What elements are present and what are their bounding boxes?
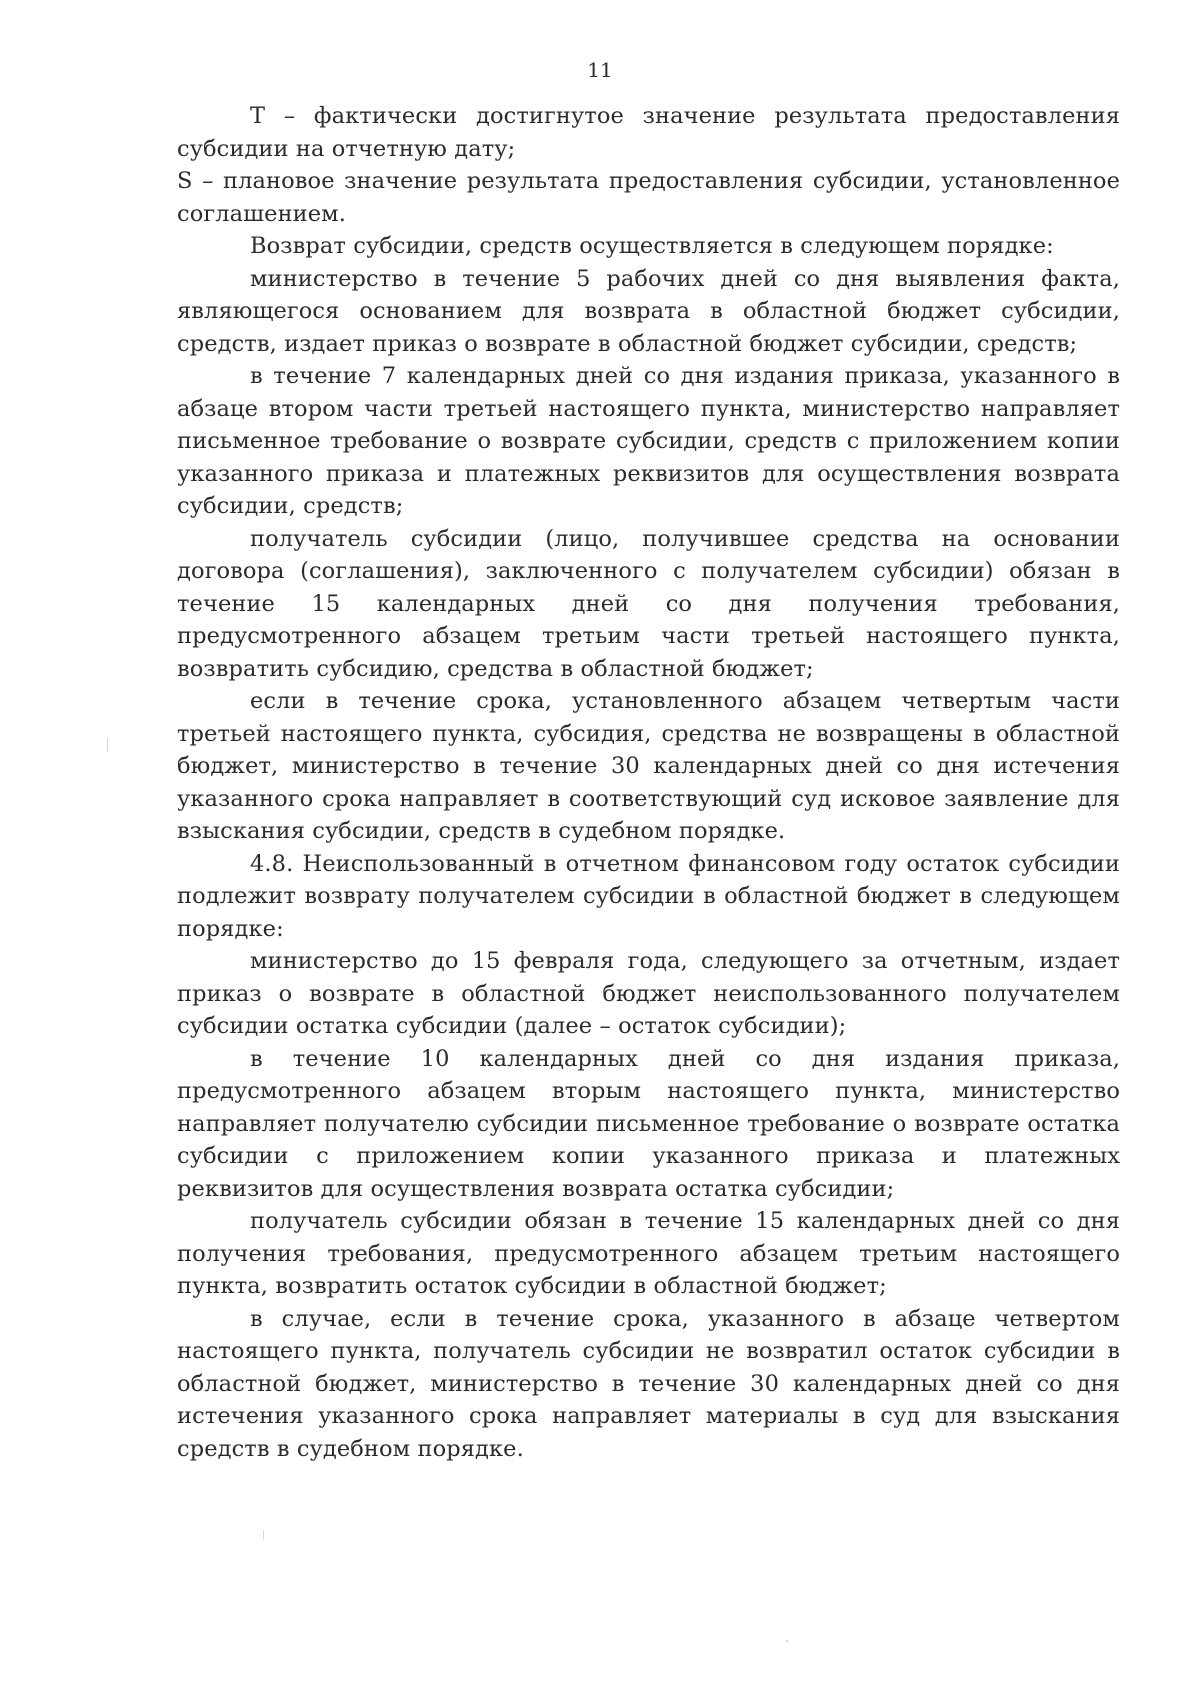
paragraph-remainder-return: получатель субсидии обязан в течение 15 календарных дней со дня получения требования, предусмотренного абзацем третьим настоящего пункта, возвратить остаток субсидии в областной бюджет;	[177, 1208, 1120, 1299]
scan-speck	[263, 1530, 264, 1540]
document-body	[177, 100, 1120, 1465]
page-number: 11	[587, 58, 613, 82]
paragraph-remainder-demand: в течение 10 календарных дней со дня издания приказа, предусмотренного абзацем вторым настоящего пункта, министерство направляет получателю субсидии письменное требование о возврате остатка субсидии с приложением копии указанного приказа и платежных реквизитов для осуществления возврата остатка субсидии;	[177, 1045, 1120, 1202]
paragraph-section-4-8: 4.8. Неиспользованный в отчетном финансовом году остаток субсидии подлежит возврату получателем субсидии в областной бюджет в следующем порядке:	[177, 850, 1120, 942]
paragraph-s-definition: S – плановое значение результата предоставления субсидии, установленное соглашением.	[177, 168, 1120, 227]
paragraph-ministry-order: министерство в течение 5 рабочих дней со дня выявления факта, являющегося основанием для возврата в областной бюджет субсидии, средств, издает приказ о возврате в областной бюджет субсидии, средств;	[177, 265, 1120, 357]
paragraph-court-claim: если в течение срока, установленного абзацем четвертым части третьей настоящего пункта, субсидия, средства не возвращены в областной бюджет, министерство в течение 30 календарных дней со дня истечения указанного срока направляет в соответствующий суд исковое заявление для взыскания субсидии, средств в судебном порядке.	[177, 688, 1120, 844]
paragraph-recipient-obligation: получатель субсидии (лицо, получившее средства на основании договора (соглашения), заключенного с получателем субсидии) обязан в течение 15 календарных дней со дня получения требования, предусмотренного абзацем третьим части третьей настоящего пункта, возвратить субсидию, средства в областной бюджет;	[177, 525, 1120, 682]
paragraph-remainder-court: в случае, если в течение срока, указанного в абзаце четвертом настоящего пункта, получатель субсидии не возвратил остаток субсидии в областной бюджет, министерство в течение 30 календарных дней со дня истечения указанного срока направляет материалы в суд для взыскания средств в судебном порядке.	[177, 1305, 1120, 1462]
paragraph-t-definition: T – фактически достигнутое значение результата предоставления субсидии на отчетную дату;	[177, 103, 1120, 162]
paragraph-written-demand: в течение 7 календарных дней со дня издания приказа, указанного в абзаце втором части третьей настоящего пункта, министерство направляет письменное требование о возврате субсидии, средств с приложением копии указанного приказа и платежных реквизитов для осуществления возврата субсидии, средств;	[177, 363, 1120, 519]
scan-speck	[107, 738, 108, 752]
paragraph-return-order: Возврат субсидии, средств осуществляется в следующем порядке:	[250, 233, 1054, 259]
paragraph-february-order: министерство до 15 февраля года, следующего за отчетным, издает приказ о возврате в областной бюджет неиспользованного получателем субсидии остатка субсидии (далее – остаток субсидии);	[177, 948, 1120, 1039]
scan-speck	[786, 1640, 788, 1642]
